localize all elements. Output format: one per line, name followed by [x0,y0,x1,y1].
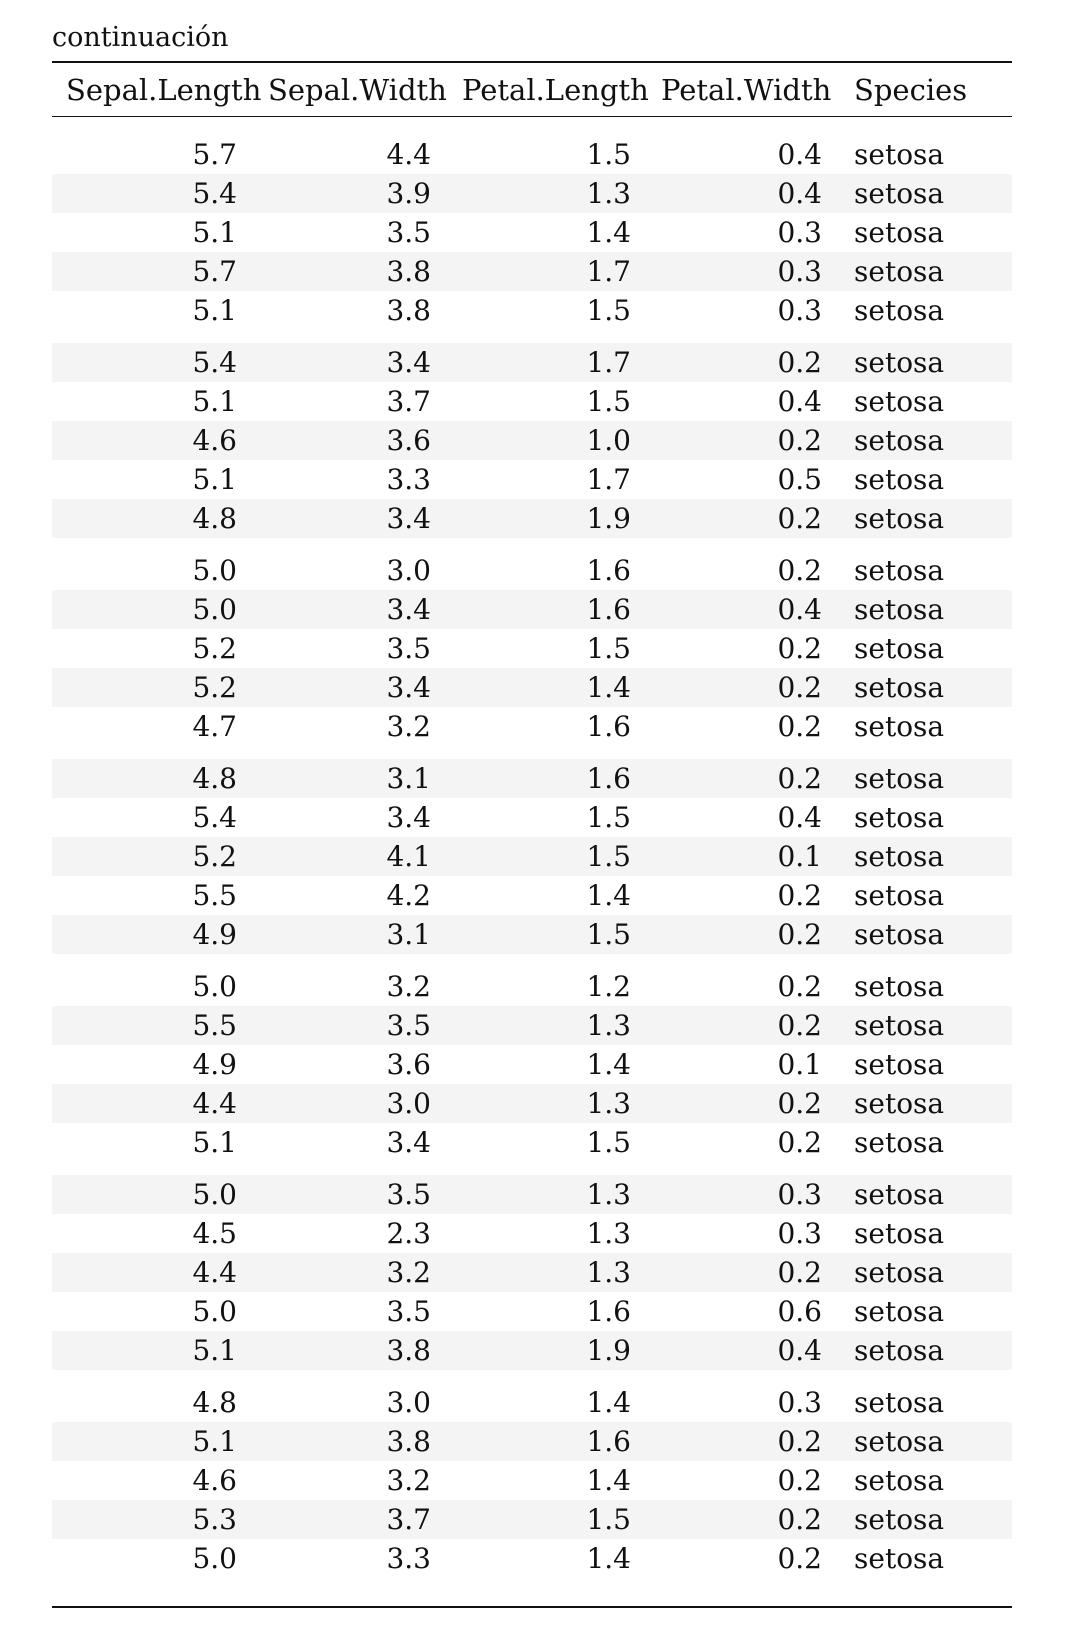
species-cell: setosa [854,177,945,210]
sepal-length-cell: 5.0 [192,1542,237,1575]
petal-length-cell: 1.6 [586,554,631,587]
petal-width-cell: 0.2 [777,1503,822,1536]
petal-length-cell: 1.5 [586,294,631,327]
species-cell: setosa [854,1425,945,1458]
sepal-length-cell: 4.9 [192,918,237,951]
sepal-width-cell: 3.2 [386,1256,431,1289]
petal-width-cell: 0.2 [777,554,822,587]
species-cell: setosa [854,879,945,912]
sepal-width-cell: 3.0 [386,1386,431,1419]
sepal-width-cell: 3.2 [386,1464,431,1497]
petal-width-cell: 0.1 [777,1048,822,1081]
species-cell: setosa [854,1295,945,1328]
sepal-length-cell: 5.0 [192,970,237,1003]
petal-length-cell: 1.4 [586,1048,631,1081]
petal-length-cell: 1.6 [586,593,631,626]
sepal-width-cell: 3.0 [386,554,431,587]
column-header-sepal-width: Sepal.Width [268,73,447,107]
petal-width-cell: 0.2 [777,1425,822,1458]
top-rule [52,61,1012,63]
species-cell: setosa [854,554,945,587]
species-cell: setosa [854,502,945,535]
petal-width-cell: 0.2 [777,1087,822,1120]
sepal-length-cell: 5.3 [192,1503,237,1536]
sepal-length-cell: 5.1 [192,1126,237,1159]
sepal-width-cell: 3.7 [386,1503,431,1536]
petal-width-cell: 0.2 [777,879,822,912]
petal-length-cell: 1.3 [586,177,631,210]
petal-length-cell: 1.4 [586,671,631,704]
sepal-width-cell: 3.1 [386,762,431,795]
petal-length-cell: 1.2 [586,970,631,1003]
sepal-length-cell: 4.8 [192,1386,237,1419]
column-header-petal-width: Petal.Width [661,73,832,107]
petal-length-cell: 1.4 [586,1386,631,1419]
sepal-length-cell: 5.4 [192,346,237,379]
petal-length-cell: 1.4 [586,1464,631,1497]
sepal-length-cell: 5.2 [192,840,237,873]
sepal-width-cell: 3.4 [386,1126,431,1159]
petal-length-cell: 1.5 [586,1126,631,1159]
petal-length-cell: 1.6 [586,1425,631,1458]
sepal-length-cell: 5.2 [192,632,237,665]
sepal-length-cell: 4.7 [192,710,237,743]
petal-length-cell: 1.9 [586,1334,631,1367]
sepal-length-cell: 4.4 [192,1256,237,1289]
column-header-species: Species [854,73,968,107]
species-cell: setosa [854,970,945,1003]
petal-width-cell: 0.2 [777,1464,822,1497]
sepal-width-cell: 3.5 [386,216,431,249]
species-cell: setosa [854,255,945,288]
petal-length-cell: 1.5 [586,801,631,834]
sepal-length-cell: 5.0 [192,554,237,587]
column-header-petal-length: Petal.Length [462,73,649,107]
column-header-sepal-length: Sepal.Length [66,73,262,107]
sepal-length-cell: 4.5 [192,1217,237,1250]
petal-width-cell: 0.2 [777,346,822,379]
sepal-width-cell: 3.2 [386,970,431,1003]
sepal-width-cell: 3.8 [386,294,431,327]
petal-length-cell: 1.7 [586,463,631,496]
sepal-width-cell: 3.4 [386,801,431,834]
petal-width-cell: 0.2 [777,502,822,535]
petal-width-cell: 0.2 [777,970,822,1003]
species-cell: setosa [854,1048,945,1081]
species-cell: setosa [854,1386,945,1419]
sepal-length-cell: 5.5 [192,879,237,912]
petal-length-cell: 1.7 [586,255,631,288]
species-cell: setosa [854,1256,945,1289]
petal-width-cell: 0.2 [777,1009,822,1042]
sepal-width-cell: 3.7 [386,385,431,418]
species-cell: setosa [854,918,945,951]
petal-width-cell: 0.2 [777,424,822,457]
petal-length-cell: 1.3 [586,1178,631,1211]
species-cell: setosa [854,1464,945,1497]
sepal-length-cell: 5.2 [192,671,237,704]
sepal-length-cell: 5.1 [192,1334,237,1367]
petal-length-cell: 1.5 [586,632,631,665]
sepal-length-cell: 4.9 [192,1048,237,1081]
petal-length-cell: 1.3 [586,1009,631,1042]
petal-width-cell: 0.4 [777,385,822,418]
species-cell: setosa [854,1009,945,1042]
petal-length-cell: 1.9 [586,502,631,535]
petal-width-cell: 0.5 [777,463,822,496]
species-cell: setosa [854,632,945,665]
sepal-length-cell: 5.5 [192,1009,237,1042]
petal-length-cell: 1.3 [586,1087,631,1120]
sepal-length-cell: 4.8 [192,502,237,535]
sepal-width-cell: 3.8 [386,1425,431,1458]
species-cell: setosa [854,463,945,496]
sepal-width-cell: 3.6 [386,424,431,457]
sepal-width-cell: 4.4 [386,138,431,171]
species-cell: setosa [854,1334,945,1367]
sepal-length-cell: 5.0 [192,593,237,626]
sepal-width-cell: 3.4 [386,502,431,535]
petal-length-cell: 1.0 [586,424,631,457]
sepal-width-cell: 3.4 [386,593,431,626]
petal-width-cell: 0.6 [777,1295,822,1328]
petal-width-cell: 0.2 [777,1542,822,1575]
sepal-width-cell: 3.5 [386,1009,431,1042]
sepal-width-cell: 3.3 [386,1542,431,1575]
species-cell: setosa [854,385,945,418]
sepal-length-cell: 5.7 [192,138,237,171]
petal-width-cell: 0.3 [777,1217,822,1250]
petal-width-cell: 0.2 [777,710,822,743]
sepal-width-cell: 3.4 [386,346,431,379]
petal-width-cell: 0.4 [777,1334,822,1367]
petal-width-cell: 0.3 [777,255,822,288]
species-cell: setosa [854,1217,945,1250]
petal-width-cell: 0.4 [777,138,822,171]
petal-width-cell: 0.3 [777,294,822,327]
petal-length-cell: 1.5 [586,1503,631,1536]
species-cell: setosa [854,294,945,327]
petal-length-cell: 1.5 [586,840,631,873]
species-cell: setosa [854,424,945,457]
species-cell: setosa [854,1126,945,1159]
table-caption: continuación [52,22,229,53]
sepal-length-cell: 5.1 [192,385,237,418]
header-rule [52,116,1012,117]
petal-width-cell: 0.3 [777,216,822,249]
sepal-length-cell: 4.6 [192,1464,237,1497]
sepal-width-cell: 3.3 [386,463,431,496]
sepal-width-cell: 3.4 [386,671,431,704]
species-cell: setosa [854,840,945,873]
petal-length-cell: 1.7 [586,346,631,379]
sepal-length-cell: 5.1 [192,216,237,249]
species-cell: setosa [854,593,945,626]
sepal-width-cell: 3.5 [386,1178,431,1211]
sepal-length-cell: 5.0 [192,1178,237,1211]
species-cell: setosa [854,216,945,249]
petal-width-cell: 0.1 [777,840,822,873]
species-cell: setosa [854,762,945,795]
petal-width-cell: 0.4 [777,593,822,626]
petal-length-cell: 1.6 [586,762,631,795]
sepal-width-cell: 3.0 [386,1087,431,1120]
petal-length-cell: 1.6 [586,710,631,743]
petal-length-cell: 1.5 [586,385,631,418]
sepal-width-cell: 3.8 [386,1334,431,1367]
sepal-length-cell: 5.7 [192,255,237,288]
petal-width-cell: 0.2 [777,762,822,795]
sepal-length-cell: 5.1 [192,1425,237,1458]
species-cell: setosa [854,1178,945,1211]
petal-width-cell: 0.2 [777,671,822,704]
sepal-length-cell: 5.4 [192,177,237,210]
petal-length-cell: 1.3 [586,1217,631,1250]
petal-length-cell: 1.3 [586,1256,631,1289]
petal-width-cell: 0.3 [777,1386,822,1419]
sepal-width-cell: 3.6 [386,1048,431,1081]
species-cell: setosa [854,346,945,379]
petal-length-cell: 1.5 [586,138,631,171]
sepal-width-cell: 3.1 [386,918,431,951]
petal-width-cell: 0.2 [777,1256,822,1289]
petal-length-cell: 1.6 [586,1295,631,1328]
sepal-length-cell: 4.4 [192,1087,237,1120]
sepal-width-cell: 3.5 [386,632,431,665]
petal-width-cell: 0.4 [777,177,822,210]
sepal-width-cell: 3.2 [386,710,431,743]
sepal-length-cell: 5.1 [192,294,237,327]
sepal-length-cell: 5.4 [192,801,237,834]
sepal-length-cell: 4.8 [192,762,237,795]
species-cell: setosa [854,1542,945,1575]
species-cell: setosa [854,801,945,834]
petal-width-cell: 0.2 [777,632,822,665]
petal-length-cell: 1.4 [586,1542,631,1575]
petal-length-cell: 1.5 [586,918,631,951]
petal-width-cell: 0.4 [777,801,822,834]
sepal-width-cell: 3.8 [386,255,431,288]
sepal-width-cell: 4.2 [386,879,431,912]
species-cell: setosa [854,710,945,743]
species-cell: setosa [854,671,945,704]
sepal-length-cell: 5.1 [192,463,237,496]
sepal-width-cell: 3.5 [386,1295,431,1328]
petal-width-cell: 0.2 [777,918,822,951]
sepal-width-cell: 4.1 [386,840,431,873]
sepal-width-cell: 2.3 [386,1217,431,1250]
sepal-length-cell: 5.0 [192,1295,237,1328]
sepal-length-cell: 4.6 [192,424,237,457]
species-cell: setosa [854,1087,945,1120]
petal-length-cell: 1.4 [586,879,631,912]
petal-length-cell: 1.4 [586,216,631,249]
sepal-width-cell: 3.9 [386,177,431,210]
petal-width-cell: 0.2 [777,1126,822,1159]
bottom-rule [52,1606,1012,1608]
species-cell: setosa [854,1503,945,1536]
species-cell: setosa [854,138,945,171]
petal-width-cell: 0.3 [777,1178,822,1211]
